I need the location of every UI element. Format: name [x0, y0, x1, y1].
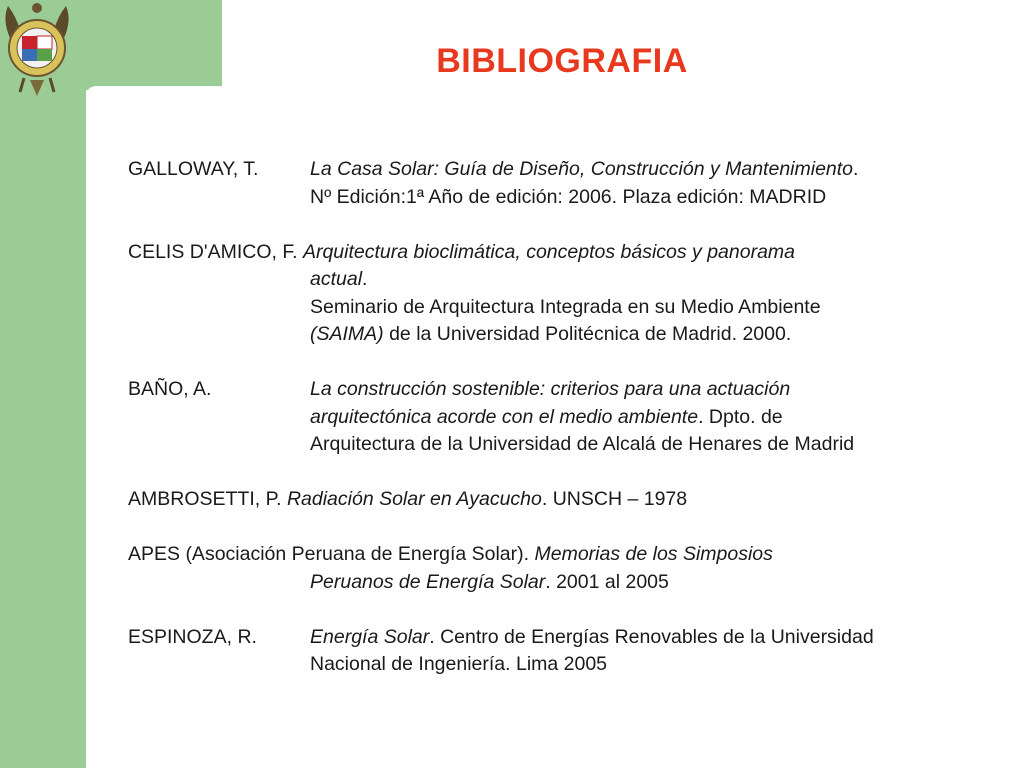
- entry-author: GALLOWAY, T.: [128, 158, 259, 180]
- entry-text: .: [362, 268, 368, 290]
- entry-text: . Centro de Energías Renovables de la Universidad: [429, 625, 874, 648]
- bibliography-entry: [128, 541, 1008, 596]
- entry-author: CELIS D'AMICO, F.: [128, 240, 298, 263]
- entry-title: Peruanos de Energía Solar: [310, 570, 546, 593]
- entry-author: AMBROSETTI, P.: [128, 488, 282, 510]
- entry-text: . 2001 al 2005: [545, 570, 669, 593]
- entry-title: arquitectónica acorde con el medio ambiente: [310, 405, 699, 428]
- entry-text: . Dpto. de: [698, 405, 783, 428]
- entry-text: de la Universidad Politécnica de Madrid. 2000.: [383, 323, 792, 345]
- entry-text: Nacional de Ingeniería. Lima 2005: [310, 653, 608, 675]
- bibliography-entry: [128, 239, 1008, 349]
- entry-title: Radiación Solar en Ayacucho: [286, 488, 542, 510]
- entry-text: .: [853, 158, 859, 180]
- entry-author: APES (Asociación Peruana de Energía Solar).: [128, 543, 530, 565]
- entry-text: Seminario de Arquitectura Integrada en su Medio Ambiente: [310, 295, 821, 318]
- entry-author: ESPINOZA, R.: [128, 625, 257, 648]
- entry-text: . UNSCH – 1978: [541, 488, 688, 510]
- entry-text: Nº Edición:1ª Año de edición: 2006. Plaza edición: MADRID: [310, 185, 827, 208]
- entry-title: actual: [310, 268, 363, 290]
- bibliography-list: [128, 156, 1008, 706]
- bibliography-entry: [128, 486, 1008, 514]
- bibliography-entry: [128, 624, 1008, 679]
- entry-title: Memorias de los Simposios: [534, 543, 773, 565]
- bibliography-entry: [128, 156, 1008, 211]
- entry-title: La Casa Solar: Guía de Diseño, Construcción y Mantenimiento: [310, 158, 854, 180]
- entry-author: BAÑO, A.: [128, 378, 212, 400]
- entry-title: Arquitectura bioclimática, conceptos básicos y panorama: [302, 240, 796, 263]
- entry-title: (SAIMA): [310, 323, 384, 345]
- frame-left-green: [0, 0, 86, 768]
- bibliography-entry: [128, 376, 1008, 459]
- entry-text: Arquitectura de la Universidad de Alcalá de Henares de Madrid: [310, 433, 855, 455]
- slide-title: BIBLIOGRAFIA: [436, 42, 688, 80]
- entry-title: La construcción sostenible: criterios para una actuación: [310, 378, 791, 400]
- entry-title: Energía Solar: [310, 625, 430, 648]
